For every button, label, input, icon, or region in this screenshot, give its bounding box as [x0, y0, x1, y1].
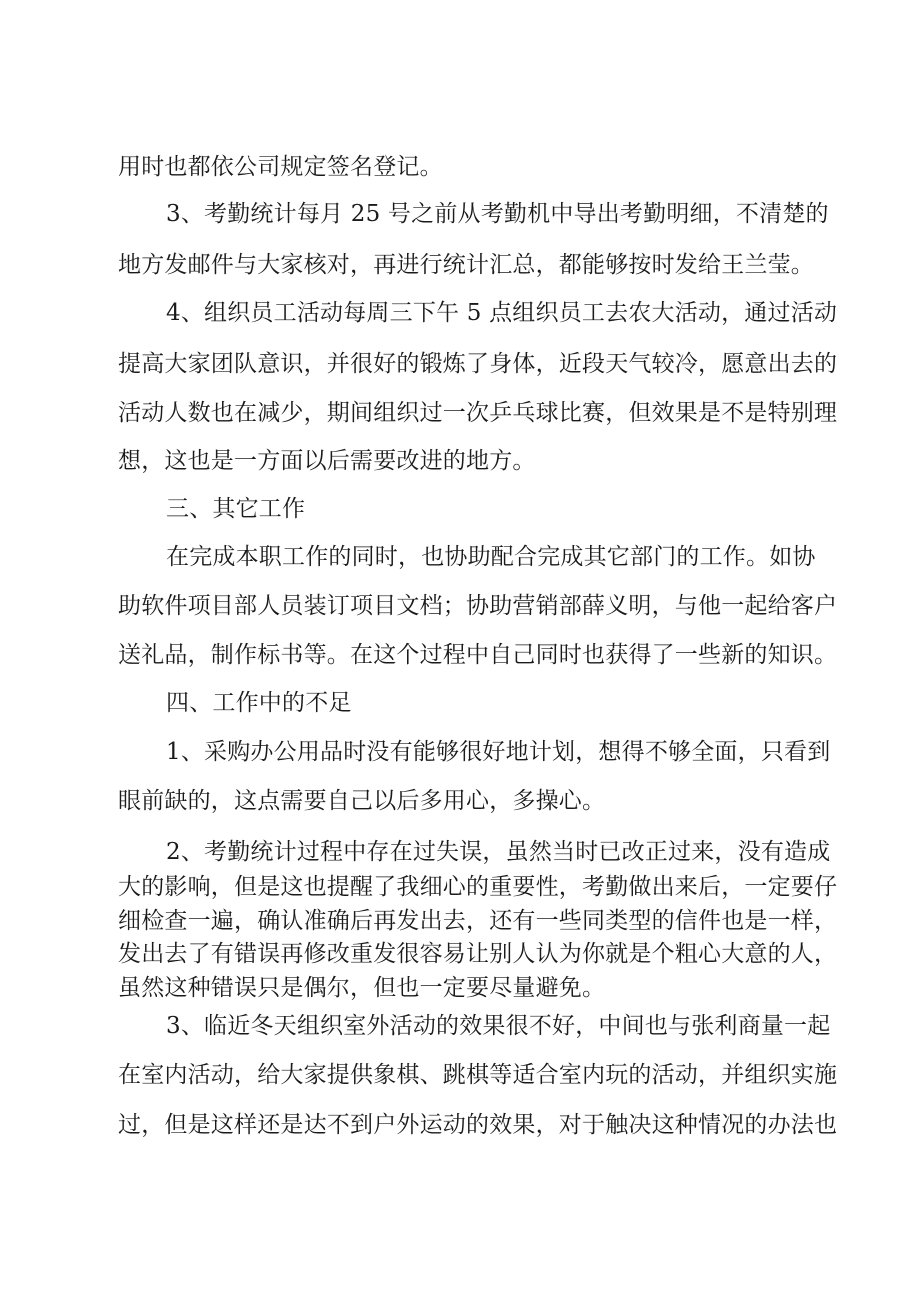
body-line: 活动人数也在减少，期间组织过一次乒乓球比赛，但效果是不是特别理 — [118, 400, 838, 426]
body-line: 2、考勤统计过程中存在过失误，虽然当时已改正过来，没有造成 — [166, 839, 831, 865]
body-line: 细检查一遍，确认准确后再发出去，还有一些同类型的信件也是一样， — [118, 908, 838, 934]
body-line: 想，这也是一方面以后需要改进的地方。 — [118, 448, 536, 474]
body-line: 3、临近冬天组织室外活动的效果很不好，中间也与张利商量一起 — [166, 1013, 831, 1039]
body-line: 在完成本职工作的同时，也协助配合完成其它部门的工作。如协 — [166, 544, 816, 570]
body-line: 4、组织员工活动每周三下午 5 点组织员工去农大活动，通过活动 — [166, 300, 838, 326]
body-line: 在室内活动，给大家提供象棋、跳棋等适合室内玩的活动，并组织实施 — [118, 1062, 838, 1088]
body-line: 1、采购办公用品时没有能够很好地计划，想得不够全面，只看到 — [166, 739, 831, 765]
section-heading: 三、其它工作 — [166, 496, 306, 522]
section-heading: 四、工作中的不足 — [166, 690, 352, 716]
body-line: 用时也都依公司规定签名登记。 — [118, 154, 443, 180]
body-line: 过，但是这样还是达不到户外运动的效果，对于触决这种情况的办法也 — [118, 1112, 838, 1138]
body-line: 虽然这种错误只是偶尔，但也一定要尽量避免。 — [118, 975, 606, 1001]
body-line: 送礼品，制作标书等。在这个过程中自己同时也获得了一些新的知识。 — [118, 642, 838, 668]
body-line: 地方发邮件与大家核对，再进行统计汇总，都能够按时发给王兰莹。 — [118, 252, 814, 278]
body-line: 大的影响，但是这也提醒了我细心的重要性，考勤做出来后，一定要仔 — [118, 874, 838, 900]
body-line: 提高大家团队意识，并很好的锻炼了身体，近段天气较冷，愿意出去的 — [118, 351, 838, 377]
body-line: 眼前缺的，这点需要自己以后多用心，多操心。 — [118, 788, 606, 814]
body-line: 发出去了有错误再修改重发很容易让别人认为你就是个粗心大意的人， — [118, 941, 838, 967]
body-line: 3、考勤统计每月 25 号之前从考勤机中导出考勤明细，不清楚的 — [166, 201, 829, 227]
body-line: 助软件项目部人员装订项目文档；协助营销部薛义明，与他一起给客户 — [118, 593, 838, 619]
